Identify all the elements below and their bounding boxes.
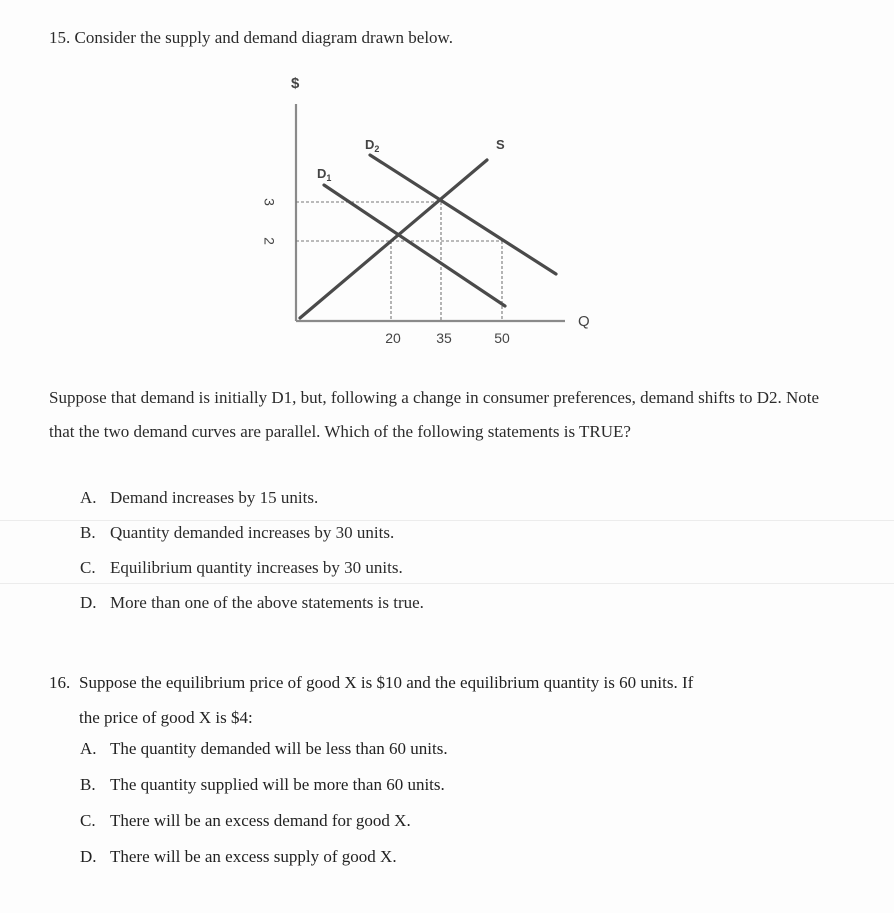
question-15-option-a[interactable] bbox=[80, 484, 424, 519]
option-letter: B. bbox=[80, 775, 96, 794]
option-letter: D. bbox=[80, 847, 97, 866]
question-15-stem bbox=[49, 28, 453, 48]
price-tick-2: 2 bbox=[261, 237, 278, 245]
option-text: Equilibrium quantity increases by 30 units. bbox=[110, 558, 403, 577]
option-text: There will be an excess demand for good X. bbox=[110, 811, 411, 830]
question-16-option-a[interactable] bbox=[80, 735, 448, 771]
option-letter: A. bbox=[80, 488, 97, 507]
question-16-option-b[interactable] bbox=[80, 771, 448, 807]
question-15-number: 15. bbox=[49, 28, 71, 47]
price-tick-3: 3 bbox=[261, 198, 278, 206]
option-letter: D. bbox=[80, 593, 97, 612]
option-text: More than one of the above statements is true. bbox=[110, 593, 424, 612]
option-text: There will be an excess supply of good X. bbox=[110, 847, 397, 866]
demand-curve-d2-subscript: 2 bbox=[374, 144, 380, 154]
question-15-option-d[interactable] bbox=[80, 589, 424, 624]
option-letter: A. bbox=[80, 739, 97, 758]
demand-curve-d2-label bbox=[365, 137, 379, 154]
option-text: Demand increases by 15 units. bbox=[110, 488, 319, 507]
question-15-options bbox=[80, 484, 424, 624]
question-16-stem-line-2: the price of good X is $4: bbox=[79, 708, 253, 727]
quantity-tick-35: 35 bbox=[436, 330, 452, 346]
question-16-option-d[interactable] bbox=[80, 843, 448, 879]
demand-curve-d1-letter: D bbox=[317, 166, 327, 181]
question-16-option-c[interactable] bbox=[80, 807, 448, 843]
option-text: The quantity supplied will be more than 60 units. bbox=[110, 775, 445, 794]
supply-curve bbox=[300, 160, 487, 318]
x-axis-label: Q bbox=[578, 313, 590, 330]
option-letter: B. bbox=[80, 523, 96, 542]
quantity-tick-50: 50 bbox=[494, 330, 510, 346]
question-16-stem bbox=[49, 665, 849, 735]
demand-curve-d1-label bbox=[317, 166, 331, 183]
supply-curve-label: S bbox=[496, 137, 505, 152]
demand-curve-d2-letter: D bbox=[365, 137, 375, 152]
question-15-body: Suppose that demand is initially D1, but, following a change in consumer preferences, demand shifts to D2. Note that the two demand curves are parallel. Which of the following statements is TRUE? bbox=[49, 388, 820, 441]
question-16-number: 16. bbox=[49, 673, 71, 692]
y-axis-label: $ bbox=[291, 75, 300, 92]
question-16-stem-text-1: Suppose the equilibrium price of good X is $10 and the equilibrium quantity is 60 units. If bbox=[79, 673, 694, 692]
demand-curve-d1-subscript: 1 bbox=[326, 173, 332, 183]
question-15-option-b[interactable] bbox=[80, 519, 424, 554]
supply-demand-diagram bbox=[240, 68, 620, 358]
demand-curve-d1 bbox=[324, 185, 505, 306]
question-16-options bbox=[80, 735, 448, 879]
demand-curve-d2 bbox=[370, 155, 556, 274]
option-text: Quantity demanded increases by 30 units. bbox=[110, 523, 395, 542]
option-text: The quantity demanded will be less than 60 units. bbox=[110, 739, 448, 758]
quantity-tick-20: 20 bbox=[385, 330, 401, 346]
option-letter: C. bbox=[80, 811, 96, 830]
question-16-stem-line-1 bbox=[49, 665, 849, 700]
question-15-stem-text: Consider the supply and demand diagram drawn below. bbox=[74, 28, 453, 47]
option-letter: C. bbox=[80, 558, 96, 577]
scan-divider bbox=[0, 583, 894, 584]
